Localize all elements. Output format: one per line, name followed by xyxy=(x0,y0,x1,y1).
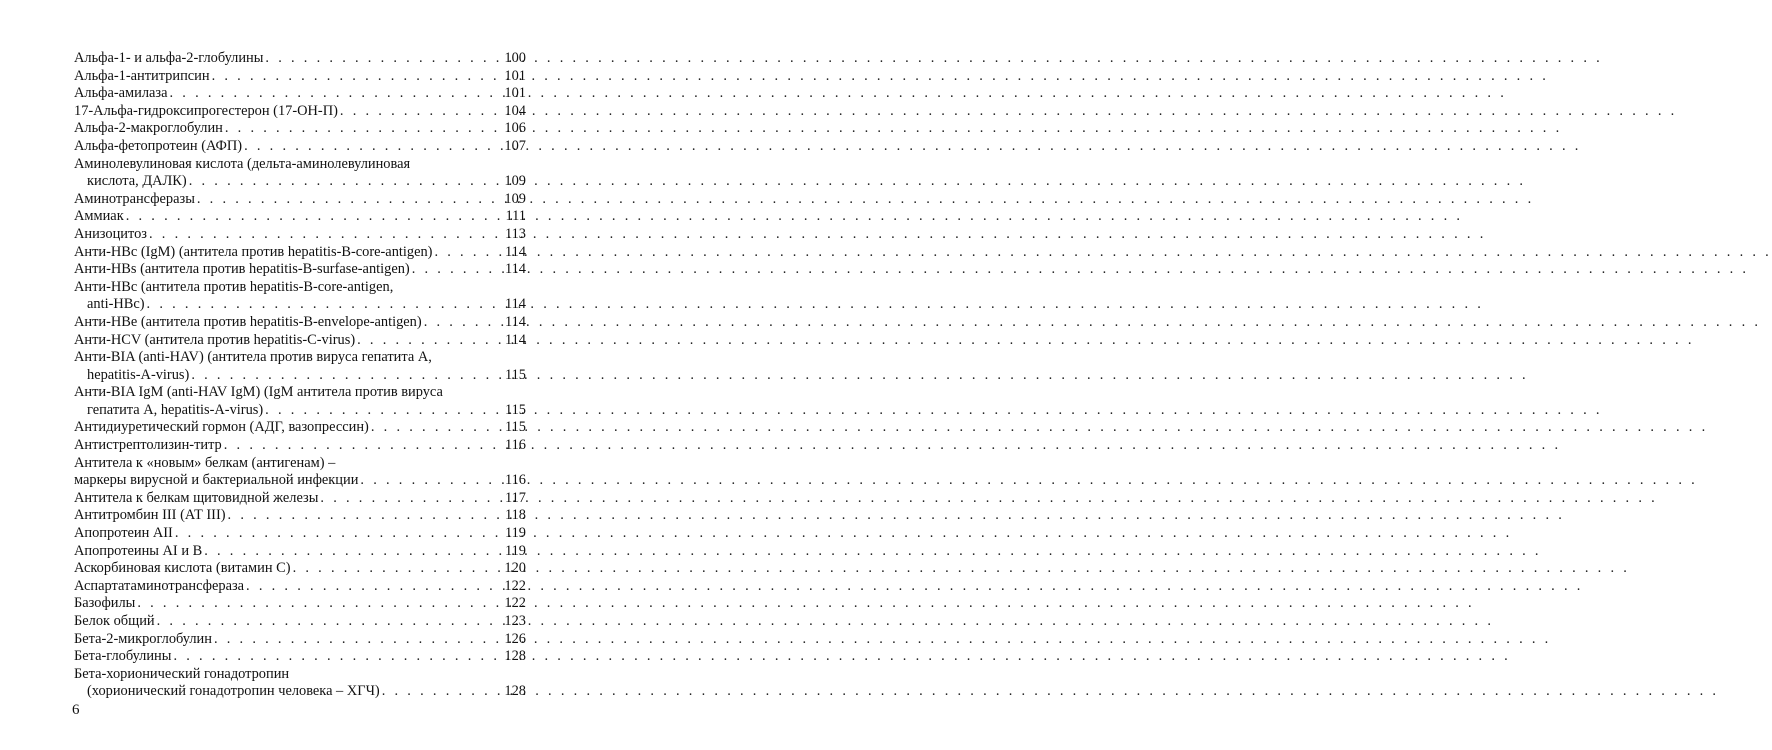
toc-entry-title: hepatitis-A-virus) xyxy=(87,366,190,383)
toc-entry-page-number: 115 xyxy=(504,419,526,436)
toc-entry-title: Анти-HBc (IgM) (антитела против hepatitis-B-core-antigen) xyxy=(74,243,433,260)
toc-entry-title: Антитромбин III (АТ III) xyxy=(74,507,226,524)
toc-entry-page-number: 114 xyxy=(504,296,526,313)
toc-entry-page-number: 115 xyxy=(504,401,526,418)
toc-entry-title: Аскорбиновая кислота (витамин С) xyxy=(74,560,291,577)
toc-entry xyxy=(74,613,526,631)
toc-entry xyxy=(74,525,526,543)
toc-entry xyxy=(74,490,526,508)
dot-leader xyxy=(171,648,504,666)
toc-entry-title: Антидиуретический гормон (АДГ, вазопрессин) xyxy=(74,419,369,436)
toc-entry-page-number: 113 xyxy=(504,225,526,242)
toc-entry xyxy=(74,631,526,649)
toc-entry-title: Бета-2-микроглобулин xyxy=(74,630,212,647)
dot-leader xyxy=(263,402,505,420)
toc-entry-title-line: Анти-BIA (anti-HAV) (антитела против вируса гепатита А, xyxy=(74,349,432,366)
toc-entry xyxy=(74,244,526,262)
toc-entry-title: Аммиак xyxy=(74,208,124,225)
dot-leader xyxy=(318,490,505,508)
toc-entry-page-number: 114 xyxy=(504,261,526,278)
dot-leader xyxy=(202,543,505,561)
toc-entry-page-number: 119 xyxy=(504,525,526,542)
toc-entry-page-number: 128 xyxy=(504,648,526,665)
toc-entry-page-number: 114 xyxy=(504,243,526,260)
dot-leader xyxy=(147,226,505,244)
toc-entry-title: маркеры вирусной и бактериальной инфекции xyxy=(74,472,359,489)
toc-entry-title-line: Анти-BIA IgM (anti-HAV IgM) (IgM антитела против вируса xyxy=(74,384,443,401)
toc-entry-page-number: 123 xyxy=(504,613,526,629)
toc-entry-title: Альфа-амилаза xyxy=(74,85,168,102)
toc-entry-title-line: Антитела к «новым» белкам (антигенам) – xyxy=(74,454,336,471)
toc-entry-page-number: 122 xyxy=(504,577,526,594)
toc-entry-title: Альфа-2-макроглобулин xyxy=(74,120,223,137)
toc-entry-title: Базофилы xyxy=(74,595,136,612)
toc-entry-page-number: 101 xyxy=(504,85,526,102)
toc-entry-page-number: 115 xyxy=(504,366,526,383)
toc-entry-title: Антитела к белкам щитовидной железы xyxy=(74,489,319,506)
toc-entry xyxy=(74,120,526,138)
page-number-footer: 6 xyxy=(72,702,80,718)
toc-entry-page-number: 107 xyxy=(504,137,526,154)
dot-leader xyxy=(135,595,504,613)
toc-entry-page-number: 104 xyxy=(504,102,526,119)
toc-entry-page-number: 109 xyxy=(504,173,526,190)
toc-entry-title: Бета-глобулины xyxy=(74,648,172,665)
toc-entry xyxy=(74,226,526,244)
toc-entry-page-number: 118 xyxy=(504,507,526,524)
toc-entry-title: Альфа-1- и альфа-2-глобулины xyxy=(74,50,264,66)
toc-entry-title: Аспартатаминотрансфераза xyxy=(74,577,245,594)
toc-entry xyxy=(74,578,526,596)
toc-entry-page-number: 116 xyxy=(504,437,526,454)
toc-entry-title: Белок общий xyxy=(74,613,155,629)
dot-leader xyxy=(222,437,505,455)
toc-entry-page-number: 100 xyxy=(504,50,526,66)
toc-entry-title-line: Аминолевулиновая кислота (дельта-аминолевулиновая xyxy=(74,155,411,172)
toc-entry xyxy=(74,595,526,613)
toc-entry-page-number: 116 xyxy=(504,472,526,489)
toc-entry-title-line: Анти-HBc (антитела против hepatitis-B-core-antigen, xyxy=(74,278,394,295)
dot-leader xyxy=(155,613,505,631)
toc-entry xyxy=(74,384,526,419)
toc-entry-page-number: 117 xyxy=(504,489,526,506)
toc-entry-page-number: 114 xyxy=(504,313,526,330)
toc-entry-title: anti-HBc) xyxy=(87,296,145,313)
dot-leader xyxy=(338,103,505,121)
toc-entry-page-number: 106 xyxy=(504,120,526,137)
toc-entry-page-number: 101 xyxy=(504,67,526,84)
dot-leader xyxy=(355,332,505,350)
dot-leader xyxy=(291,560,505,578)
toc-entry xyxy=(74,349,526,384)
toc-entry xyxy=(74,666,526,701)
toc-entry-title: кислота, ДАЛК) xyxy=(87,173,187,190)
toc-entry xyxy=(74,648,526,666)
dot-leader xyxy=(210,68,505,86)
toc-entry-title-line: Бета-хорионический гонадотропин xyxy=(74,665,290,682)
toc-entry-title: Анти-HCV (антитела против hepatitis-C-virus) xyxy=(74,331,356,348)
book-page xyxy=(0,0,600,750)
toc-entry-title: Аминотрансферазы xyxy=(74,190,195,207)
dot-leader xyxy=(226,507,505,525)
toc-entry xyxy=(74,507,526,525)
toc-entry xyxy=(74,68,526,86)
toc-entry-page-number: 120 xyxy=(504,560,526,577)
toc-entry xyxy=(74,419,526,437)
toc-entry-title: Анти-HBe (антитела против hepatitis-B-envelope-antigen) xyxy=(74,313,422,330)
toc-entry xyxy=(74,208,526,226)
toc-entry-page-number: 109 xyxy=(504,190,526,207)
toc-entry-page-number: 119 xyxy=(504,542,526,559)
dot-leader xyxy=(187,173,505,191)
toc-entry-title: Анизоцитоз xyxy=(74,225,147,242)
toc-entry xyxy=(74,85,526,103)
dot-leader xyxy=(263,50,504,68)
table-of-contents xyxy=(74,50,526,701)
dot-leader xyxy=(422,314,505,332)
toc-entry-title: Апопротеины AI и B xyxy=(74,542,203,559)
toc-entry xyxy=(74,191,526,209)
toc-entry-title: Анти-HBs (антитела против hepatitis-B-surfase-antigen) xyxy=(74,261,410,278)
toc-entry-title: Антистрептолизин-титр xyxy=(74,437,222,454)
dot-leader xyxy=(358,472,505,490)
toc-entry xyxy=(74,314,526,332)
toc-entry-title: Альфа-фетопротеин (АФП) xyxy=(74,137,243,154)
toc-entry xyxy=(74,437,526,455)
toc-entry-title: Апопротеин AII xyxy=(74,525,173,542)
toc-entry xyxy=(74,50,526,68)
toc-entry xyxy=(74,543,526,561)
toc-entry xyxy=(74,261,526,279)
toc-entry-title: (хорионический гонадотропин человека – ХГЧ) xyxy=(87,683,380,700)
toc-entry xyxy=(74,138,526,156)
dot-leader xyxy=(380,683,505,701)
toc-entry xyxy=(74,560,526,578)
toc-entry xyxy=(74,332,526,350)
dot-leader xyxy=(145,296,505,314)
dot-leader xyxy=(195,191,505,209)
dot-leader xyxy=(124,208,506,226)
toc-entry xyxy=(74,455,526,490)
dot-leader xyxy=(212,631,504,649)
dot-leader xyxy=(173,525,505,543)
dot-leader xyxy=(223,120,505,138)
toc-entry xyxy=(74,103,526,121)
toc-entry-page-number: 114 xyxy=(504,331,526,348)
dot-leader xyxy=(369,419,505,437)
dot-leader xyxy=(167,85,504,103)
toc-entry-page-number: 122 xyxy=(504,595,526,612)
toc-entry-page-number: 111 xyxy=(505,208,526,225)
toc-entry-page-number: 126 xyxy=(504,630,526,647)
toc-entry-title: 17-Альфа-гидроксипрогестерон (17-ОН-П) xyxy=(74,102,338,119)
dot-leader xyxy=(432,244,504,262)
toc-entry xyxy=(74,279,526,314)
toc-entry-title: гепатита А, hepatitis-A-virus) xyxy=(87,401,264,418)
dot-leader xyxy=(242,138,504,156)
toc-entry-page-number: 128 xyxy=(504,683,526,700)
dot-leader xyxy=(244,578,504,596)
dot-leader xyxy=(189,367,505,385)
toc-entry-title: Альфа-1-антитрипсин xyxy=(74,67,210,84)
dot-leader xyxy=(410,261,505,279)
toc-entry xyxy=(74,156,526,191)
